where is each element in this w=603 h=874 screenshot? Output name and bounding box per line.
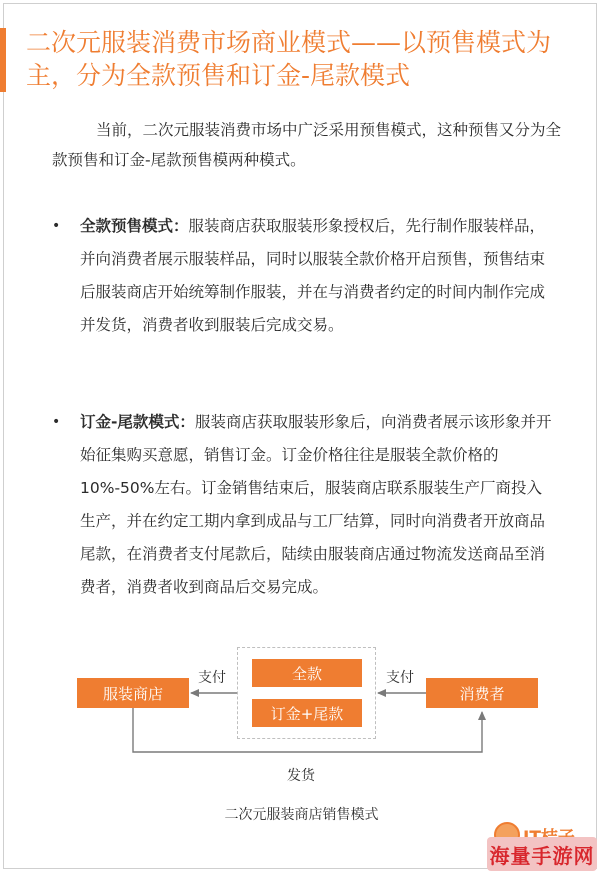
bullet-body: 服装商店获取服装形象后，向消费者展示该形象并开始征集购买意愿，销售订金。订金价格往往是服装全款价格的10%-50%左右。订金销售结束后，服装商店联系服装生产厂商投入生产，并在约定工期内拿到成品与工厂结算，同时向消费者开放商品尾款，在消费者支付尾款后，陆续由服装商店通过物流发送商品至消费者，消费者收到商品后交易完成。 [80, 413, 552, 596]
node-consumer: 消费者 [426, 678, 538, 708]
bullet-deposit-balance [52, 406, 552, 604]
title-accent-bar [0, 28, 6, 92]
bullet-full-presale [52, 210, 552, 342]
label-ship: 发货 [287, 768, 315, 784]
page-title: 二次元服装消费市场商业模式——以预售模式为主，分为全款预售和订金-尾款模式 [26, 28, 552, 90]
bullet-text [80, 406, 552, 604]
label-pay-left: 支付 [198, 670, 226, 686]
bullet-body: 服装商店获取服装形象授权后，先行制作服装样品，并向消费者展示服装样品，同时以服装全款价格开启预售，预售结束后服装商店开始统筹制作服装，并在与消费者约定的时间内制作完成并发货，消费者收到服装后完成交易。 [80, 217, 546, 334]
node-deposit-balance: 订金+尾款 [252, 699, 362, 727]
site-watermark [487, 837, 597, 871]
bullet-text [80, 210, 552, 342]
watermark-text: 海量手游网 [489, 843, 595, 868]
bullet-dot: • [52, 218, 61, 234]
bullet-term: 全款预售模式： [80, 217, 189, 235]
intro-paragraph: 当前，二次元服装消费市场中广泛采用预售模式，这种预售又分为全款预售和订金-尾款预售模两种模式。 [52, 121, 562, 169]
diagram-caption: 二次元服装商店销售模式 [224, 807, 379, 823]
node-full-payment: 全款 [252, 659, 362, 687]
node-clothing-shop: 服装商店 [77, 678, 189, 708]
label-pay-right: 支付 [386, 670, 414, 686]
bullet-dot: • [52, 414, 61, 430]
bullet-term: 订金-尾款模式： [80, 413, 195, 431]
